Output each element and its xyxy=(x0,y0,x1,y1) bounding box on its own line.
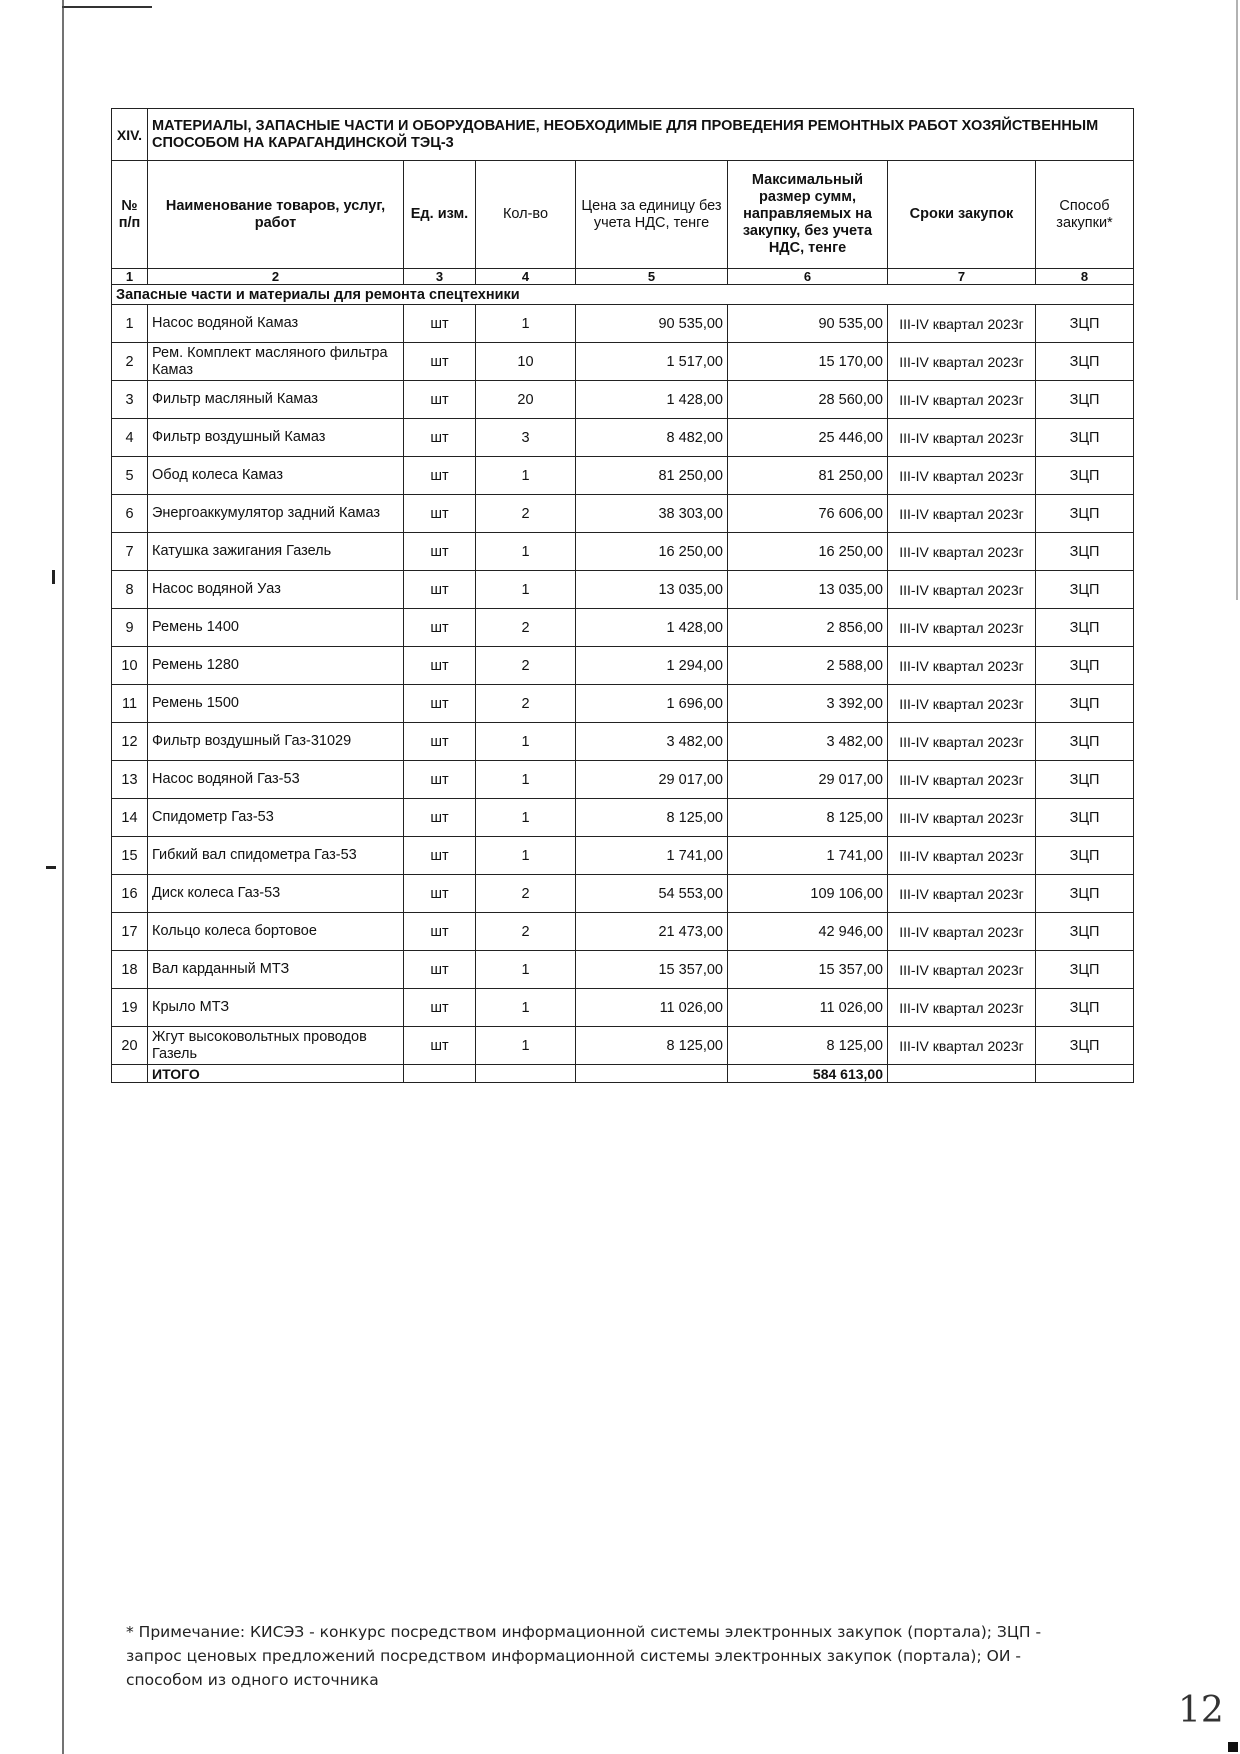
item-price: 8 125,00 xyxy=(576,799,728,837)
item-name: Фильтр воздушный Камаз xyxy=(148,419,404,457)
item-method: ЗЦП xyxy=(1036,381,1134,419)
item-price: 3 482,00 xyxy=(576,723,728,761)
column-number: 6 xyxy=(728,269,888,285)
item-unit: шт xyxy=(404,457,476,495)
item-name: Насос водяной Уаз xyxy=(148,571,404,609)
table-row xyxy=(112,343,1134,381)
item-unit: шт xyxy=(404,837,476,875)
row-number: 18 xyxy=(112,951,148,989)
item-method: ЗЦП xyxy=(1036,913,1134,951)
item-sum: 15 357,00 xyxy=(728,951,888,989)
item-qty: 1 xyxy=(476,457,576,495)
item-method: ЗЦП xyxy=(1036,609,1134,647)
row-number: 5 xyxy=(112,457,148,495)
scan-mark xyxy=(46,866,56,869)
total-sum: 584 613,00 xyxy=(728,1065,888,1083)
item-unit: шт xyxy=(404,723,476,761)
table-row xyxy=(112,761,1134,799)
item-name: Вал карданный МТЗ xyxy=(148,951,404,989)
procurement-table xyxy=(111,108,1134,1083)
item-price: 21 473,00 xyxy=(576,913,728,951)
item-period: III-IV квартал 2023г xyxy=(888,381,1036,419)
header-max-sum: Максимальный размер сумм, направляемых на закупку, без учета НДС, тенге xyxy=(728,161,888,269)
table-row xyxy=(112,381,1134,419)
item-period: III-IV квартал 2023г xyxy=(888,799,1036,837)
item-price: 15 357,00 xyxy=(576,951,728,989)
item-sum: 8 125,00 xyxy=(728,1027,888,1065)
row-number: 13 xyxy=(112,761,148,799)
item-sum: 1 741,00 xyxy=(728,837,888,875)
item-qty: 2 xyxy=(476,685,576,723)
item-price: 90 535,00 xyxy=(576,305,728,343)
item-qty: 3 xyxy=(476,419,576,457)
row-number: 7 xyxy=(112,533,148,571)
item-sum: 3 482,00 xyxy=(728,723,888,761)
item-qty: 2 xyxy=(476,609,576,647)
item-method: ЗЦП xyxy=(1036,723,1134,761)
row-number: 10 xyxy=(112,647,148,685)
item-period: III-IV квартал 2023г xyxy=(888,723,1036,761)
column-number: 2 xyxy=(148,269,404,285)
item-method: ЗЦП xyxy=(1036,495,1134,533)
item-sum: 15 170,00 xyxy=(728,343,888,381)
item-price: 81 250,00 xyxy=(576,457,728,495)
item-qty: 2 xyxy=(476,875,576,913)
item-sum: 76 606,00 xyxy=(728,495,888,533)
item-unit: шт xyxy=(404,609,476,647)
item-price: 1 741,00 xyxy=(576,837,728,875)
item-name: Ремень 1280 xyxy=(148,647,404,685)
item-qty: 1 xyxy=(476,723,576,761)
empty-cell xyxy=(1036,1065,1134,1083)
item-period: III-IV квартал 2023г xyxy=(888,457,1036,495)
row-number: 3 xyxy=(112,381,148,419)
item-period: III-IV квартал 2023г xyxy=(888,305,1036,343)
row-number: 4 xyxy=(112,419,148,457)
column-number: 8 xyxy=(1036,269,1134,285)
table-row xyxy=(112,647,1134,685)
item-qty: 1 xyxy=(476,951,576,989)
row-number: 2 xyxy=(112,343,148,381)
header-name: Наименование товаров, услуг, работ xyxy=(148,161,404,269)
scan-mark xyxy=(52,570,55,584)
item-qty: 2 xyxy=(476,495,576,533)
section-title: МАТЕРИАЛЫ, ЗАПАСНЫЕ ЧАСТИ И ОБОРУДОВАНИЕ, НЕОБХОДИМЫЕ ДЛЯ ПРОВЕДЕНИЯ РЕМОНТНЫХ РАБОТ ХОЗЯЙСТВЕННЫМ СПОСОБОМ НА КАРАГАНДИНСКОЙ ТЭЦ-3 xyxy=(148,109,1134,161)
item-qty: 1 xyxy=(476,989,576,1027)
item-sum: 8 125,00 xyxy=(728,799,888,837)
item-price: 8 482,00 xyxy=(576,419,728,457)
header-method: Способ закупки* xyxy=(1036,161,1134,269)
header-qty: Кол-во xyxy=(476,161,576,269)
item-method: ЗЦП xyxy=(1036,989,1134,1027)
item-method: ЗЦП xyxy=(1036,457,1134,495)
item-sum: 28 560,00 xyxy=(728,381,888,419)
item-period: III-IV квартал 2023г xyxy=(888,685,1036,723)
row-number: 19 xyxy=(112,989,148,1027)
item-sum: 81 250,00 xyxy=(728,457,888,495)
item-price: 8 125,00 xyxy=(576,1027,728,1065)
table-row xyxy=(112,609,1134,647)
item-name: Диск колеса Газ-53 xyxy=(148,875,404,913)
empty-cell xyxy=(404,1065,476,1083)
item-qty: 20 xyxy=(476,381,576,419)
item-period: III-IV квартал 2023г xyxy=(888,951,1036,989)
row-number: 11 xyxy=(112,685,148,723)
item-price: 13 035,00 xyxy=(576,571,728,609)
item-period: III-IV квартал 2023г xyxy=(888,495,1036,533)
item-method: ЗЦП xyxy=(1036,875,1134,913)
page-number: 12 xyxy=(1178,1690,1224,1731)
group-title: Запасные части и материалы для ремонта спецтехники xyxy=(112,285,1134,305)
item-unit: шт xyxy=(404,685,476,723)
item-sum: 2 856,00 xyxy=(728,609,888,647)
item-method: ЗЦП xyxy=(1036,343,1134,381)
item-unit: шт xyxy=(404,647,476,685)
table-row xyxy=(112,305,1134,343)
item-price: 29 017,00 xyxy=(576,761,728,799)
table-row xyxy=(112,495,1134,533)
item-sum: 29 017,00 xyxy=(728,761,888,799)
header-price: Цена за единицу без учета НДС, тенге xyxy=(576,161,728,269)
table-row xyxy=(112,799,1134,837)
item-price: 38 303,00 xyxy=(576,495,728,533)
item-method: ЗЦП xyxy=(1036,837,1134,875)
item-period: III-IV квартал 2023г xyxy=(888,419,1036,457)
column-number: 3 xyxy=(404,269,476,285)
item-sum: 90 535,00 xyxy=(728,305,888,343)
row-number: 9 xyxy=(112,609,148,647)
table-row xyxy=(112,533,1134,571)
item-price: 16 250,00 xyxy=(576,533,728,571)
item-method: ЗЦП xyxy=(1036,571,1134,609)
item-method: ЗЦП xyxy=(1036,419,1134,457)
item-period: III-IV квартал 2023г xyxy=(888,761,1036,799)
group-row xyxy=(112,285,1134,305)
row-number: 15 xyxy=(112,837,148,875)
table-row xyxy=(112,837,1134,875)
table-row xyxy=(112,989,1134,1027)
table-row xyxy=(112,723,1134,761)
item-unit: шт xyxy=(404,989,476,1027)
item-unit: шт xyxy=(404,761,476,799)
item-price: 54 553,00 xyxy=(576,875,728,913)
item-period: III-IV квартал 2023г xyxy=(888,533,1036,571)
item-price: 1 428,00 xyxy=(576,381,728,419)
header-row xyxy=(112,161,1134,269)
empty-cell xyxy=(576,1065,728,1083)
item-name: Фильтр воздушный Газ-31029 xyxy=(148,723,404,761)
item-qty: 1 xyxy=(476,533,576,571)
table-row xyxy=(112,875,1134,913)
item-name: Спидометр Газ-53 xyxy=(148,799,404,837)
row-number: 12 xyxy=(112,723,148,761)
empty-cell xyxy=(112,1065,148,1083)
row-number: 14 xyxy=(112,799,148,837)
item-name: Фильтр масляный Камаз xyxy=(148,381,404,419)
item-name: Ремень 1400 xyxy=(148,609,404,647)
item-period: III-IV квартал 2023г xyxy=(888,989,1036,1027)
column-number: 7 xyxy=(888,269,1036,285)
item-sum: 109 106,00 xyxy=(728,875,888,913)
header-period: Сроки закупок xyxy=(888,161,1036,269)
row-number: 16 xyxy=(112,875,148,913)
item-name: Жгут высоковольтных проводов Газель xyxy=(148,1027,404,1065)
item-unit: шт xyxy=(404,799,476,837)
item-unit: шт xyxy=(404,875,476,913)
total-row xyxy=(112,1065,1134,1083)
row-number: 6 xyxy=(112,495,148,533)
header-no: № п/п xyxy=(112,161,148,269)
item-method: ЗЦП xyxy=(1036,1027,1134,1065)
item-qty: 2 xyxy=(476,913,576,951)
item-unit: шт xyxy=(404,571,476,609)
item-name: Рем. Комплект масляного фильтра Камаз xyxy=(148,343,404,381)
item-price: 1 428,00 xyxy=(576,609,728,647)
item-sum: 13 035,00 xyxy=(728,571,888,609)
item-name: Обод колеса Камаз xyxy=(148,457,404,495)
table-row xyxy=(112,571,1134,609)
item-qty: 1 xyxy=(476,799,576,837)
table-row xyxy=(112,1027,1134,1065)
item-sum: 25 446,00 xyxy=(728,419,888,457)
item-unit: шт xyxy=(404,1027,476,1065)
item-price: 11 026,00 xyxy=(576,989,728,1027)
row-number: 8 xyxy=(112,571,148,609)
scan-corner-mark xyxy=(1228,1742,1238,1752)
item-method: ЗЦП xyxy=(1036,533,1134,571)
empty-cell xyxy=(888,1065,1036,1083)
item-period: III-IV квартал 2023г xyxy=(888,647,1036,685)
header-unit: Ед. изм. xyxy=(404,161,476,269)
item-method: ЗЦП xyxy=(1036,647,1134,685)
total-label: ИТОГО xyxy=(148,1065,404,1083)
column-number-row xyxy=(112,269,1134,285)
item-qty: 1 xyxy=(476,761,576,799)
item-unit: шт xyxy=(404,951,476,989)
item-name: Кольцо колеса бортовое xyxy=(148,913,404,951)
item-name: Насос водяной Камаз xyxy=(148,305,404,343)
item-qty: 1 xyxy=(476,571,576,609)
scan-edge-left xyxy=(62,0,64,1754)
empty-cell xyxy=(476,1065,576,1083)
item-qty: 1 xyxy=(476,1027,576,1065)
section-row xyxy=(112,109,1134,161)
item-method: ЗЦП xyxy=(1036,761,1134,799)
item-unit: шт xyxy=(404,913,476,951)
table-row xyxy=(112,419,1134,457)
item-name: Насос водяной Газ-53 xyxy=(148,761,404,799)
item-unit: шт xyxy=(404,419,476,457)
row-number: 17 xyxy=(112,913,148,951)
item-sum: 2 588,00 xyxy=(728,647,888,685)
item-method: ЗЦП xyxy=(1036,951,1134,989)
item-name: Катушка зажигания Газель xyxy=(148,533,404,571)
item-unit: шт xyxy=(404,495,476,533)
item-name: Крыло МТЗ xyxy=(148,989,404,1027)
item-period: III-IV квартал 2023г xyxy=(888,571,1036,609)
table-row xyxy=(112,951,1134,989)
item-price: 1 294,00 xyxy=(576,647,728,685)
item-sum: 16 250,00 xyxy=(728,533,888,571)
item-unit: шт xyxy=(404,305,476,343)
footnote: * Примечание: КИСЭЗ - конкурс посредством информационной системы электронных закупок (портала); ЗЦП - запрос ценовых предложений посредством информационной системы электронных закупок (портала); ОИ - способом из одного источника xyxy=(126,1623,1042,1689)
item-qty: 1 xyxy=(476,305,576,343)
item-method: ЗЦП xyxy=(1036,799,1134,837)
item-name: Гибкий вал спидометра Газ-53 xyxy=(148,837,404,875)
scan-edge-top xyxy=(62,6,152,8)
item-price: 1 696,00 xyxy=(576,685,728,723)
item-qty: 10 xyxy=(476,343,576,381)
item-period: III-IV квартал 2023г xyxy=(888,913,1036,951)
item-period: III-IV квартал 2023г xyxy=(888,875,1036,913)
item-name: Ремень 1500 xyxy=(148,685,404,723)
row-number: 20 xyxy=(112,1027,148,1065)
item-qty: 2 xyxy=(476,647,576,685)
table-row xyxy=(112,913,1134,951)
row-number: 1 xyxy=(112,305,148,343)
item-unit: шт xyxy=(404,381,476,419)
item-period: III-IV квартал 2023г xyxy=(888,1027,1036,1065)
item-sum: 11 026,00 xyxy=(728,989,888,1027)
item-name: Энергоаккумулятор задний Камаз xyxy=(148,495,404,533)
item-sum: 42 946,00 xyxy=(728,913,888,951)
section-number: XIV. xyxy=(112,109,148,161)
item-unit: шт xyxy=(404,343,476,381)
item-sum: 3 392,00 xyxy=(728,685,888,723)
item-period: III-IV квартал 2023г xyxy=(888,343,1036,381)
item-period: III-IV квартал 2023г xyxy=(888,837,1036,875)
item-unit: шт xyxy=(404,533,476,571)
column-number: 1 xyxy=(112,269,148,285)
item-method: ЗЦП xyxy=(1036,685,1134,723)
scan-edge-right xyxy=(1236,0,1238,600)
table-row xyxy=(112,457,1134,495)
table-row xyxy=(112,685,1134,723)
item-method: ЗЦП xyxy=(1036,305,1134,343)
item-qty: 1 xyxy=(476,837,576,875)
column-number: 4 xyxy=(476,269,576,285)
item-period: III-IV квартал 2023г xyxy=(888,609,1036,647)
column-number: 5 xyxy=(576,269,728,285)
item-price: 1 517,00 xyxy=(576,343,728,381)
